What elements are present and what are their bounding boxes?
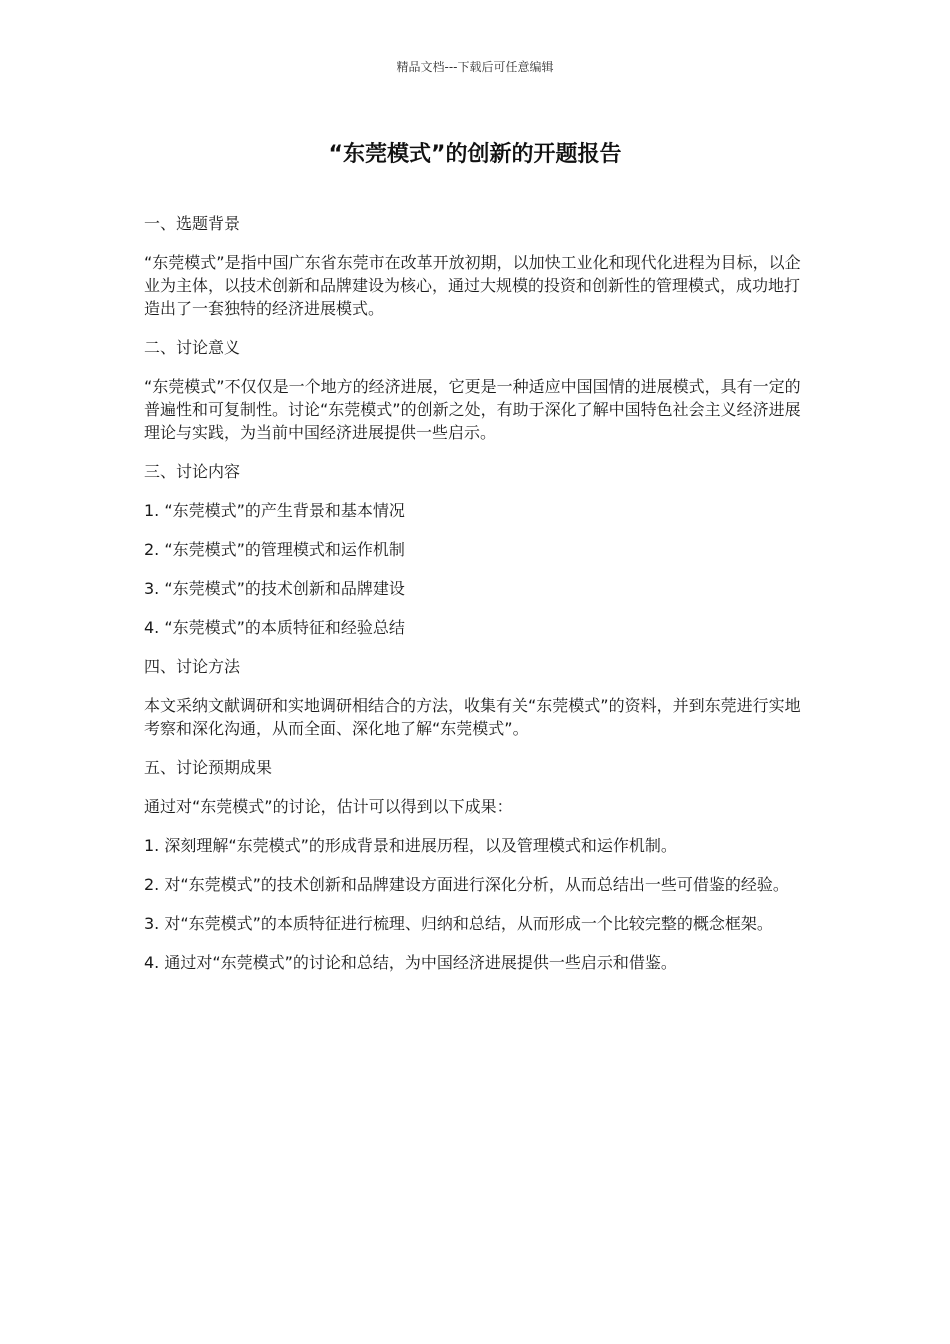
list-item: 3. 对“东莞模式”的本质特征进行梳理、归纳和总结，从而形成一个比较完整的概念框架。: [144, 914, 773, 933]
paragraph-results-intro: 通过对“东莞模式”的讨论，估计可以得到以下成果：: [144, 797, 513, 816]
paragraph-significance: “东莞模式”不仅仅是一个地方的经济进展，它更是一种适应中国国情的进展模式，具有一定的普遍性和可复制性。讨论“东莞模式”的创新之处，有助于深化了解中国特色社会主义经济进展理论与实践，为当前中国经济进展提供一些启示。: [144, 377, 801, 442]
page-title: “东莞模式”的创新的开题报告: [328, 142, 622, 167]
list-item: 1. “东莞模式”的产生背景和基本情况: [144, 501, 405, 520]
section-heading-background: 一、选题背景: [144, 214, 241, 233]
section-heading-results: 五、讨论预期成果: [144, 758, 273, 777]
list-item: 2. “东莞模式”的管理模式和运作机制: [144, 540, 405, 559]
section-heading-significance: 二、讨论意义: [144, 338, 241, 357]
list-item: 4. 通过对“东莞模式”的讨论和总结，为中国经济进展提供一些启示和借鉴。: [144, 953, 677, 972]
list-item: 3. “东莞模式”的技术创新和品牌建设: [144, 579, 405, 598]
header-note: 精品文档---下载后可任意编辑: [396, 60, 554, 74]
list-item: 2. 对“东莞模式”的技术创新和品牌建设方面进行深化分析，从而总结出一些可借鉴的经验。: [144, 875, 789, 894]
section-heading-method: 四、讨论方法: [144, 657, 241, 676]
list-item: 1. 深刻理解“东莞模式”的形成背景和进展历程，以及管理模式和运作机制。: [144, 836, 677, 855]
list-item: 4. “东莞模式”的本质特征和经验总结: [144, 618, 405, 637]
paragraph-method: 本文采纳文献调研和实地调研相结合的方法，收集有关“东莞模式”的资料，并到东莞进行实地考察和深化沟通，从而全面、深化地了解“东莞模式”。: [144, 696, 801, 738]
document-body: [144, 212, 808, 990]
section-heading-content: 三、讨论内容: [144, 462, 241, 481]
paragraph-background: “东莞模式”是指中国广东省东莞市在改革开放初期，以加快工业化和现代化进程为目标，以企业为主体，以技术创新和品牌建设为核心，通过大规模的投资和创新性的管理模式，成功地打造出了一套独特的经济进展模式。: [144, 253, 801, 318]
